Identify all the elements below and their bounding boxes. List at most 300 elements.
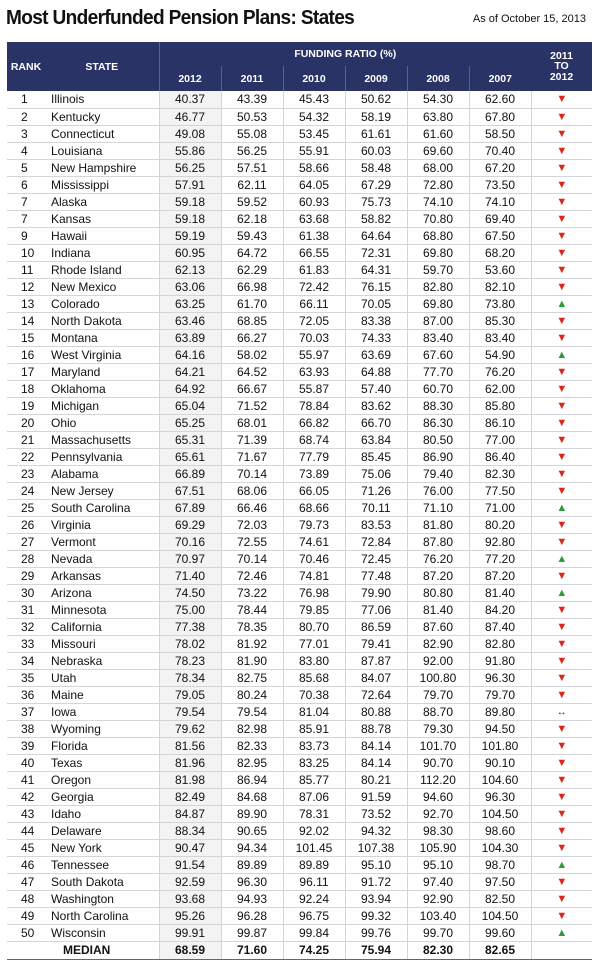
state-cell: Nevada: [45, 550, 159, 567]
ratio-cell: 91.80: [469, 652, 531, 669]
state-cell: California: [45, 618, 159, 635]
trend-cell: [531, 295, 592, 312]
col-header-year: 2011: [221, 66, 283, 91]
table-row: [7, 533, 592, 550]
trend-cell: [531, 108, 592, 125]
rank-cell: 38: [7, 720, 45, 737]
trend-cell: [531, 788, 592, 805]
ratio-cell: 78.31: [283, 805, 345, 822]
ratio-cell: 74.33: [345, 329, 407, 346]
state-cell: Nebraska: [45, 652, 159, 669]
rank-cell: 10: [7, 244, 45, 261]
ratio-cell: 60.03: [345, 142, 407, 159]
rank-cell: 25: [7, 499, 45, 516]
trend-cell: [531, 907, 592, 924]
red-down-triangle-icon: ▼: [556, 416, 568, 429]
ratio-cell: 80.88: [345, 703, 407, 720]
ratio-cell: 63.84: [345, 431, 407, 448]
ratio-cell: 60.95: [159, 244, 221, 261]
trend-cell: [531, 465, 592, 482]
red-down-triangle-icon: ▼: [556, 909, 568, 922]
table-row: [7, 550, 592, 567]
ratio-cell: 91.54: [159, 856, 221, 873]
ratio-cell: 94.32: [345, 822, 407, 839]
double-arrow-icon: ↔: [556, 706, 567, 718]
state-cell: Tennessee: [45, 856, 159, 873]
rank-cell: 41: [7, 771, 45, 788]
trend-cell: [531, 142, 592, 159]
state-cell: Oregon: [45, 771, 159, 788]
state-cell: New Hampshire: [45, 159, 159, 176]
rank-cell: 5: [7, 159, 45, 176]
trend-cell: [531, 822, 592, 839]
ratio-cell: 88.34: [159, 822, 221, 839]
table-row: [7, 363, 592, 380]
table-row: [7, 516, 592, 533]
red-down-triangle-icon: ▼: [556, 450, 568, 463]
ratio-cell: 77.79: [283, 448, 345, 465]
median-label: MEDIAN: [45, 941, 159, 959]
state-cell: Utah: [45, 669, 159, 686]
ratio-cell: 70.38: [283, 686, 345, 703]
ratio-cell: 57.91: [159, 176, 221, 193]
ratio-cell: 100.80: [407, 669, 469, 686]
state-cell: Alabama: [45, 465, 159, 482]
state-cell: Florida: [45, 737, 159, 754]
trend-cell: [531, 584, 592, 601]
table-row: [7, 227, 592, 244]
red-down-triangle-icon: ▼: [556, 246, 568, 259]
ratio-cell: 70.97: [159, 550, 221, 567]
state-cell: West Virginia: [45, 346, 159, 363]
trend-cell: [531, 431, 592, 448]
ratio-cell: 105.90: [407, 839, 469, 856]
ratio-cell: 61.38: [283, 227, 345, 244]
rank-cell: 18: [7, 380, 45, 397]
ratio-cell: 79.54: [159, 703, 221, 720]
table-row: [7, 346, 592, 363]
ratio-cell: 72.46: [221, 567, 283, 584]
col-header-year: 2012: [159, 66, 221, 91]
ratio-cell: 59.52: [221, 193, 283, 210]
rank-cell: 9: [7, 227, 45, 244]
ratio-cell: 66.55: [283, 244, 345, 261]
ratio-cell: 80.80: [407, 584, 469, 601]
red-down-triangle-icon: ▼: [556, 756, 568, 769]
ratio-cell: 43.39: [221, 91, 283, 108]
rank-cell: 27: [7, 533, 45, 550]
ratio-cell: 101.45: [283, 839, 345, 856]
ratio-cell: 87.60: [407, 618, 469, 635]
ratio-cell: 78.84: [283, 397, 345, 414]
ratio-cell: 104.60: [469, 771, 531, 788]
ratio-cell: 63.93: [283, 363, 345, 380]
ratio-cell: 61.61: [345, 125, 407, 142]
ratio-cell: 88.70: [407, 703, 469, 720]
ratio-cell: 54.30: [407, 91, 469, 108]
ratio-cell: 58.50: [469, 125, 531, 142]
ratio-cell: 81.04: [283, 703, 345, 720]
ratio-cell: 92.80: [469, 533, 531, 550]
ratio-cell: 99.70: [407, 924, 469, 941]
ratio-cell: 58.19: [345, 108, 407, 125]
ratio-cell: 82.80: [407, 278, 469, 295]
ratio-cell: 73.80: [469, 295, 531, 312]
table-row: [7, 380, 592, 397]
table-row: [7, 805, 592, 822]
ratio-cell: 86.94: [221, 771, 283, 788]
ratio-cell: 58.66: [283, 159, 345, 176]
trend-cell: [531, 890, 592, 907]
ratio-cell: 84.68: [221, 788, 283, 805]
ratio-cell: 70.80: [407, 210, 469, 227]
state-cell: Wisconsin: [45, 924, 159, 941]
ratio-cell: 86.59: [345, 618, 407, 635]
trend-cell: [531, 669, 592, 686]
trend-cell: [531, 550, 592, 567]
ratio-cell: 99.91: [159, 924, 221, 941]
ratio-cell: 72.80: [407, 176, 469, 193]
state-cell: Hawaii: [45, 227, 159, 244]
rank-cell: 2: [7, 108, 45, 125]
ratio-cell: 71.00: [469, 499, 531, 516]
ratio-cell: 60.70: [407, 380, 469, 397]
ratio-cell: 79.62: [159, 720, 221, 737]
ratio-cell: 77.70: [407, 363, 469, 380]
ratio-cell: 85.30: [469, 312, 531, 329]
ratio-cell: 62.11: [221, 176, 283, 193]
green-up-triangle-icon: ▲: [556, 552, 568, 565]
ratio-cell: 46.77: [159, 108, 221, 125]
rank-cell: 6: [7, 176, 45, 193]
state-cell: Arizona: [45, 584, 159, 601]
ratio-cell: 79.85: [283, 601, 345, 618]
ratio-cell: 92.02: [283, 822, 345, 839]
trend-cell: [531, 771, 592, 788]
rank-cell: 28: [7, 550, 45, 567]
page-header: [0, 0, 600, 40]
red-down-triangle-icon: ▼: [556, 93, 568, 106]
red-down-triangle-icon: ▼: [556, 331, 568, 344]
table-row: [7, 108, 592, 125]
ratio-cell: 84.87: [159, 805, 221, 822]
rank-cell: 17: [7, 363, 45, 380]
red-down-triangle-icon: ▼: [556, 484, 568, 497]
ratio-cell: 55.97: [283, 346, 345, 363]
median-rank-cell: [7, 941, 45, 959]
ratio-cell: 53.45: [283, 125, 345, 142]
table-row: [7, 907, 592, 924]
state-cell: Michigan: [45, 397, 159, 414]
rank-cell: 11: [7, 261, 45, 278]
ratio-cell: 76.00: [407, 482, 469, 499]
red-down-triangle-icon: ▼: [556, 569, 568, 582]
table-row: [7, 193, 592, 210]
red-down-triangle-icon: ▼: [556, 161, 568, 174]
table-row: [7, 499, 592, 516]
ratio-cell: 86.10: [469, 414, 531, 431]
rank-cell: 49: [7, 907, 45, 924]
red-down-triangle-icon: ▼: [556, 518, 568, 531]
red-down-triangle-icon: ▼: [556, 263, 568, 276]
red-down-triangle-icon: ▼: [556, 739, 568, 752]
ratio-cell: 65.04: [159, 397, 221, 414]
table-row: [7, 567, 592, 584]
state-cell: Rhode Island: [45, 261, 159, 278]
trend-cell: [531, 210, 592, 227]
ratio-cell: 64.31: [345, 261, 407, 278]
state-cell: South Carolina: [45, 499, 159, 516]
red-down-triangle-icon: ▼: [556, 807, 568, 820]
ratio-cell: 50.62: [345, 91, 407, 108]
table-row: [7, 771, 592, 788]
ratio-cell: 83.73: [283, 737, 345, 754]
green-up-triangle-icon: ▲: [556, 501, 568, 514]
ratio-cell: 96.75: [283, 907, 345, 924]
ratio-cell: 97.40: [407, 873, 469, 890]
ratio-cell: 78.35: [221, 618, 283, 635]
rank-cell: 34: [7, 652, 45, 669]
rank-cell: 44: [7, 822, 45, 839]
ratio-cell: 78.02: [159, 635, 221, 652]
state-cell: Vermont: [45, 533, 159, 550]
ratio-cell: 60.93: [283, 193, 345, 210]
table-row: [7, 91, 592, 108]
ratio-cell: 64.88: [345, 363, 407, 380]
ratio-cell: 104.50: [469, 907, 531, 924]
trend-cell: [531, 533, 592, 550]
trend-cell: [531, 686, 592, 703]
table-row: [7, 635, 592, 652]
pension-table: [7, 42, 592, 960]
green-up-triangle-icon: ▲: [556, 858, 568, 871]
trend-cell: [531, 856, 592, 873]
ratio-cell: 69.80: [407, 244, 469, 261]
ratio-cell: 81.90: [221, 652, 283, 669]
ratio-cell: 99.87: [221, 924, 283, 941]
ratio-cell: 96.30: [469, 669, 531, 686]
median-value: 82.30: [407, 941, 469, 959]
ratio-cell: 55.87: [283, 380, 345, 397]
rank-cell: 40: [7, 754, 45, 771]
ratio-cell: 64.52: [221, 363, 283, 380]
ratio-cell: 59.19: [159, 227, 221, 244]
ratio-cell: 77.06: [345, 601, 407, 618]
ratio-cell: 82.98: [221, 720, 283, 737]
ratio-cell: 82.75: [221, 669, 283, 686]
ratio-cell: 50.53: [221, 108, 283, 125]
ratio-cell: 86.30: [407, 414, 469, 431]
ratio-cell: 103.40: [407, 907, 469, 924]
ratio-cell: 82.95: [221, 754, 283, 771]
ratio-cell: 79.73: [283, 516, 345, 533]
ratio-cell: 73.89: [283, 465, 345, 482]
ratio-cell: 72.64: [345, 686, 407, 703]
ratio-cell: 68.85: [221, 312, 283, 329]
ratio-cell: 74.81: [283, 567, 345, 584]
ratio-cell: 90.10: [469, 754, 531, 771]
ratio-cell: 104.30: [469, 839, 531, 856]
ratio-cell: 99.84: [283, 924, 345, 941]
trend-cell: [531, 482, 592, 499]
ratio-cell: 88.30: [407, 397, 469, 414]
ratio-cell: 81.80: [407, 516, 469, 533]
median-trend-cell: [531, 941, 592, 959]
ratio-cell: 96.28: [221, 907, 283, 924]
ratio-cell: 79.70: [407, 686, 469, 703]
table-row: [7, 754, 592, 771]
trend-cell: [531, 601, 592, 618]
ratio-cell: 79.54: [221, 703, 283, 720]
ratio-cell: 55.91: [283, 142, 345, 159]
ratio-cell: 66.27: [221, 329, 283, 346]
ratio-cell: 66.98: [221, 278, 283, 295]
ratio-cell: 40.37: [159, 91, 221, 108]
ratio-cell: 70.16: [159, 533, 221, 550]
trend-cell: [531, 652, 592, 669]
ratio-cell: 85.80: [469, 397, 531, 414]
ratio-cell: 90.65: [221, 822, 283, 839]
state-cell: South Dakota: [45, 873, 159, 890]
table-row: [7, 414, 592, 431]
table-row: [7, 822, 592, 839]
ratio-cell: 68.00: [407, 159, 469, 176]
ratio-cell: 90.70: [407, 754, 469, 771]
ratio-cell: 67.80: [469, 108, 531, 125]
ratio-cell: 84.14: [345, 737, 407, 754]
trend-cell: [531, 635, 592, 652]
ratio-cell: 64.05: [283, 176, 345, 193]
ratio-cell: 63.06: [159, 278, 221, 295]
rank-cell: 1: [7, 91, 45, 108]
state-cell: Iowa: [45, 703, 159, 720]
state-cell: Maine: [45, 686, 159, 703]
ratio-cell: 55.86: [159, 142, 221, 159]
rank-cell: 15: [7, 329, 45, 346]
ratio-cell: 94.50: [469, 720, 531, 737]
ratio-cell: 61.60: [407, 125, 469, 142]
state-cell: Maryland: [45, 363, 159, 380]
trend-cell: [531, 193, 592, 210]
ratio-cell: 63.25: [159, 295, 221, 312]
red-down-triangle-icon: ▼: [556, 433, 568, 446]
trend-cell: [531, 125, 592, 142]
red-down-triangle-icon: ▼: [556, 144, 568, 157]
ratio-cell: 82.50: [469, 890, 531, 907]
ratio-cell: 62.18: [221, 210, 283, 227]
ratio-cell: 79.41: [345, 635, 407, 652]
trend-cell: [531, 873, 592, 890]
rank-cell: 46: [7, 856, 45, 873]
red-down-triangle-icon: ▼: [556, 637, 568, 650]
ratio-cell: 72.55: [221, 533, 283, 550]
trend-cell: [531, 414, 592, 431]
ratio-cell: 77.50: [469, 482, 531, 499]
ratio-cell: 87.87: [345, 652, 407, 669]
rank-cell: 20: [7, 414, 45, 431]
state-cell: Mississippi: [45, 176, 159, 193]
trend-cell: [531, 329, 592, 346]
ratio-cell: 95.10: [345, 856, 407, 873]
rank-cell: 35: [7, 669, 45, 686]
rank-cell: 39: [7, 737, 45, 754]
rank-cell: 29: [7, 567, 45, 584]
page-title: Most Underfunded Pension Plans: States: [6, 6, 355, 29]
rank-cell: 16: [7, 346, 45, 363]
ratio-cell: 57.51: [221, 159, 283, 176]
ratio-cell: 70.40: [469, 142, 531, 159]
ratio-cell: 59.18: [159, 210, 221, 227]
ratio-cell: 58.02: [221, 346, 283, 363]
ratio-cell: 82.30: [469, 465, 531, 482]
ratio-cell: 92.59: [159, 873, 221, 890]
ratio-cell: 92.90: [407, 890, 469, 907]
col-header-rank: RANK: [7, 42, 45, 91]
ratio-cell: 64.92: [159, 380, 221, 397]
trend-cell: [531, 448, 592, 465]
red-down-triangle-icon: ▼: [556, 212, 568, 225]
red-down-triangle-icon: ▼: [556, 314, 568, 327]
ratio-cell: 80.24: [221, 686, 283, 703]
ratio-cell: 78.34: [159, 669, 221, 686]
ratio-cell: 86.40: [469, 448, 531, 465]
ratio-cell: 68.74: [283, 431, 345, 448]
state-cell: Illinois: [45, 91, 159, 108]
ratio-cell: 77.48: [345, 567, 407, 584]
ratio-cell: 88.78: [345, 720, 407, 737]
red-down-triangle-icon: ▼: [556, 671, 568, 684]
trend-cell: [531, 346, 592, 363]
ratio-cell: 83.40: [407, 329, 469, 346]
ratio-cell: 71.67: [221, 448, 283, 465]
state-cell: Alaska: [45, 193, 159, 210]
red-down-triangle-icon: ▼: [556, 892, 568, 905]
table-row: [7, 601, 592, 618]
red-down-triangle-icon: ▼: [556, 178, 568, 191]
ratio-cell: 70.14: [221, 550, 283, 567]
ratio-cell: 66.67: [221, 380, 283, 397]
ratio-cell: 99.32: [345, 907, 407, 924]
ratio-cell: 58.48: [345, 159, 407, 176]
ratio-cell: 84.14: [345, 754, 407, 771]
table-row: [7, 839, 592, 856]
ratio-cell: 67.20: [469, 159, 531, 176]
ratio-cell: 68.01: [221, 414, 283, 431]
ratio-cell: 70.05: [345, 295, 407, 312]
table-row: [7, 210, 592, 227]
table-row: [7, 890, 592, 907]
rank-cell: 13: [7, 295, 45, 312]
ratio-cell: 112.20: [407, 771, 469, 788]
trend-cell: [531, 499, 592, 516]
green-up-triangle-icon: ▲: [556, 348, 568, 361]
ratio-cell: 89.89: [283, 856, 345, 873]
ratio-cell: 53.60: [469, 261, 531, 278]
rank-cell: 42: [7, 788, 45, 805]
rank-cell: 37: [7, 703, 45, 720]
ratio-cell: 71.40: [159, 567, 221, 584]
state-cell: Indiana: [45, 244, 159, 261]
ratio-cell: 65.31: [159, 431, 221, 448]
table-row: [7, 278, 592, 295]
ratio-cell: 83.25: [283, 754, 345, 771]
trend-cell: [531, 380, 592, 397]
rank-cell: 7: [7, 193, 45, 210]
ratio-cell: 72.05: [283, 312, 345, 329]
ratio-cell: 72.42: [283, 278, 345, 295]
ratio-cell: 92.24: [283, 890, 345, 907]
table-row: [7, 397, 592, 414]
